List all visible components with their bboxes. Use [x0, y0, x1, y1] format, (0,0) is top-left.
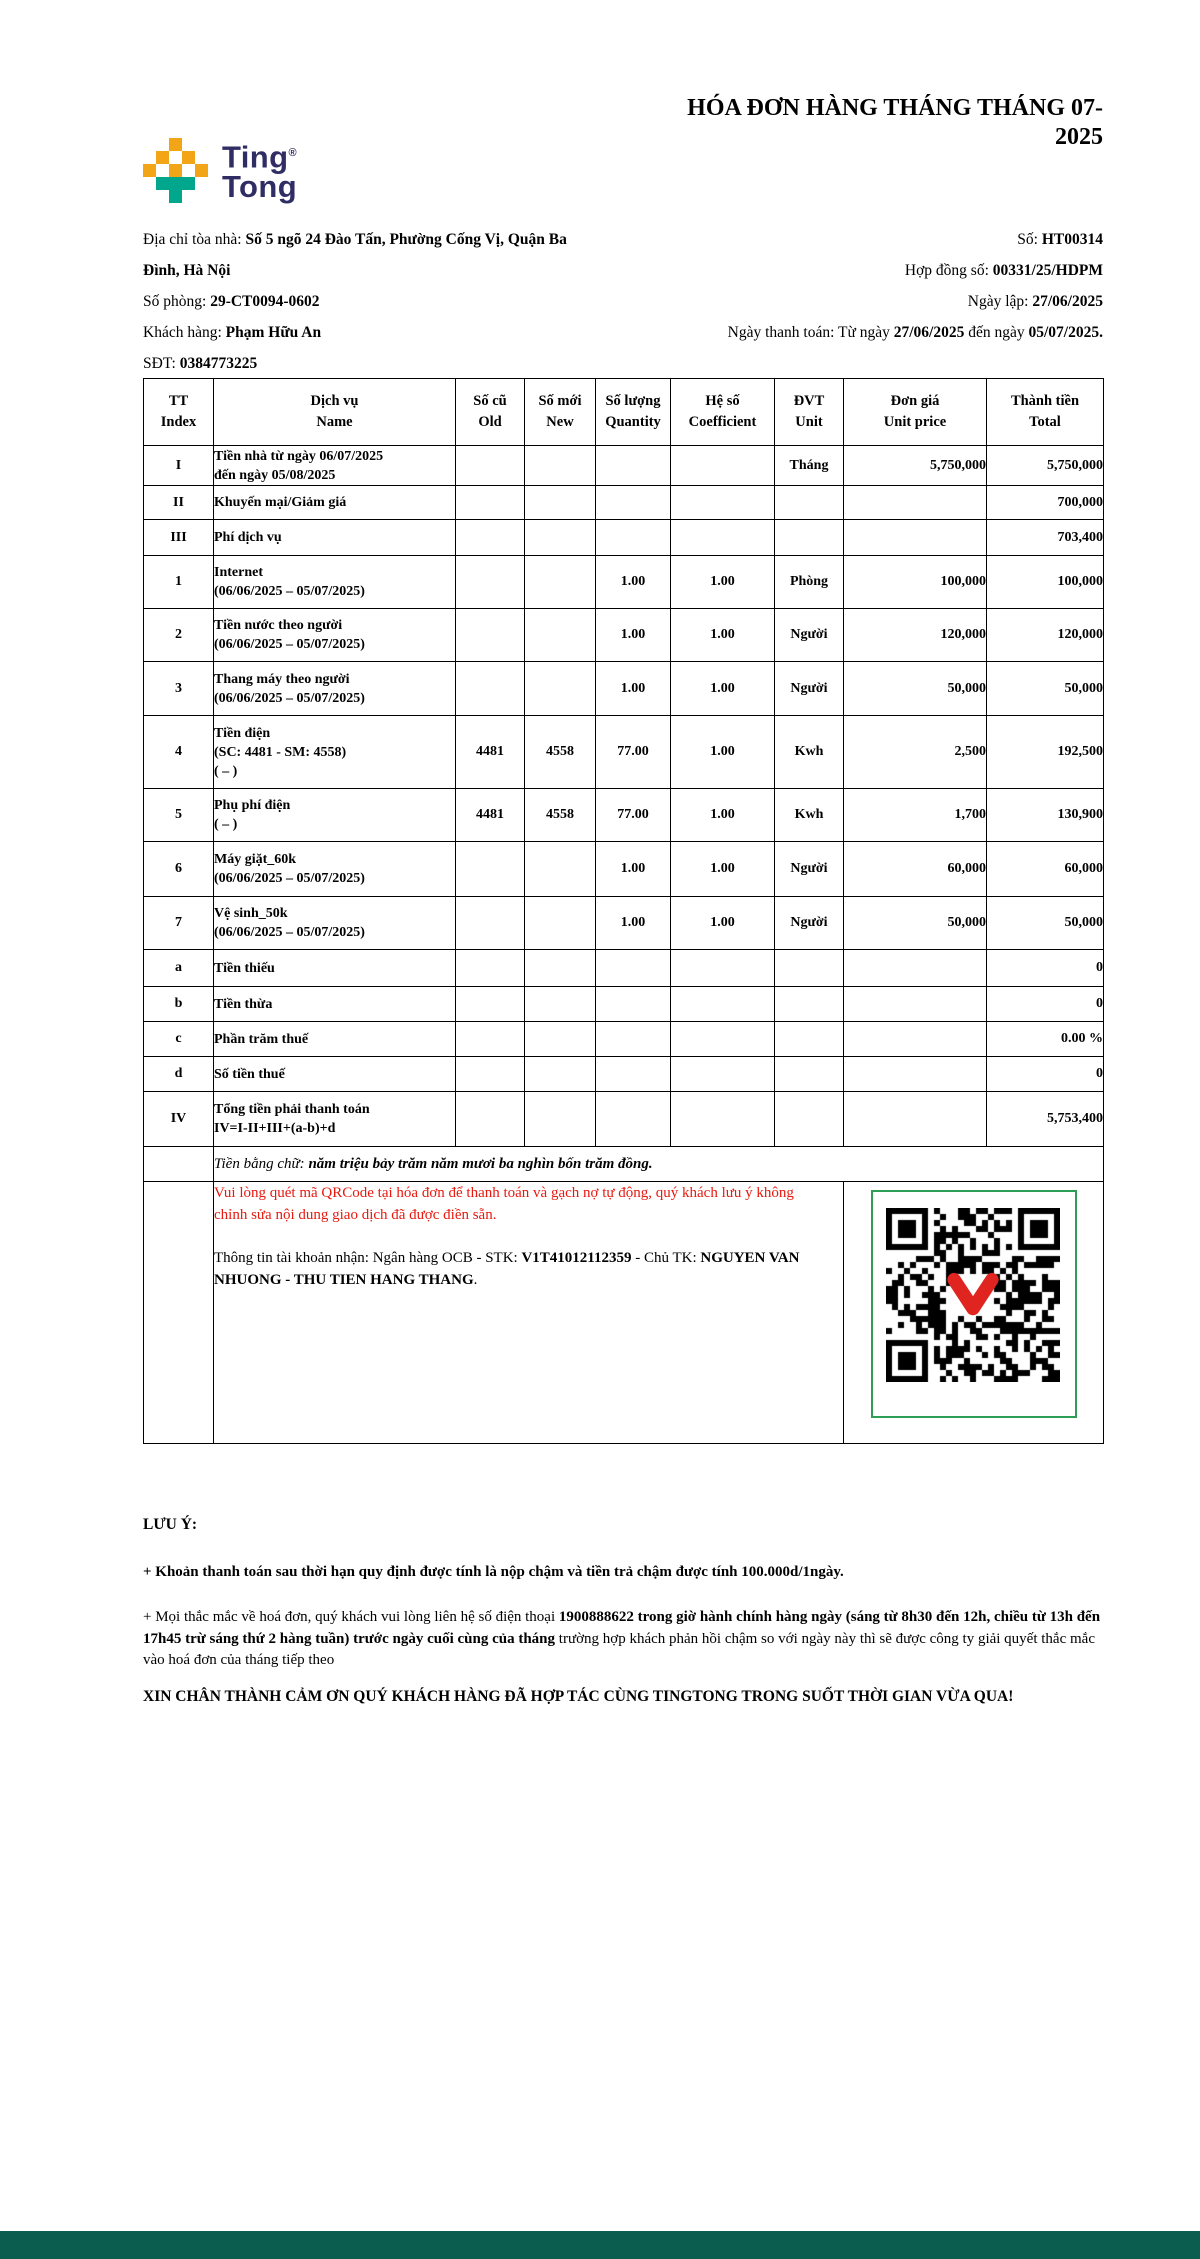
column-header: ĐVT Unit	[775, 379, 844, 446]
table-cell: Người	[775, 662, 844, 716]
service-name-cell: Khuyến mại/Giảm giá	[214, 486, 456, 520]
table-cell	[456, 486, 525, 520]
table-cell	[525, 1092, 596, 1147]
table-row	[144, 662, 1104, 716]
table-cell: 1,700	[844, 789, 987, 842]
table-cell: 5,753,400	[987, 1092, 1104, 1147]
invoice-info	[143, 224, 1103, 389]
column-header: Số mới New	[525, 379, 596, 446]
table-cell: 2,500	[844, 716, 987, 789]
service-name-cell: Phần trăm thuế	[214, 1022, 456, 1057]
customer-name: Khách hàng: Phạm Hữu An	[143, 324, 322, 341]
table-cell	[456, 662, 525, 716]
table-cell: 1.00	[671, 716, 775, 789]
building-address: Địa chỉ tòa nhà: Số 5 ngõ 24 Đào Tấn, Phường Cống Vị, Quận Ba	[143, 231, 567, 248]
table-cell: 77.00	[596, 789, 671, 842]
logo-pixel	[156, 177, 195, 190]
table-cell: III	[144, 520, 214, 556]
table-cell: 120,000	[987, 609, 1104, 662]
table-cell: 130,900	[987, 789, 1104, 842]
table-cell: 4558	[525, 789, 596, 842]
table-row	[144, 1092, 1104, 1147]
table-cell: 3	[144, 662, 214, 716]
table-cell	[844, 520, 987, 556]
column-header: Số lượng Quantity	[596, 379, 671, 446]
invoice-table	[143, 378, 1104, 1444]
column-header: Đơn giá Unit price	[844, 379, 987, 446]
table-cell: 0	[987, 987, 1104, 1022]
column-header: TT Index	[144, 379, 214, 446]
logo-pixel	[169, 138, 182, 151]
table-row	[144, 556, 1104, 609]
tingtong-logo-icon	[143, 138, 208, 203]
table-cell	[525, 1057, 596, 1092]
table-cell: 6	[144, 842, 214, 897]
service-name-cell: Tiền thiếu	[214, 950, 456, 987]
table-row	[144, 446, 1104, 486]
payment-period: Ngày thanh toán: Từ ngày 27/06/2025 đến ngày 05/07/2025.	[727, 324, 1103, 341]
table-row	[144, 1057, 1104, 1092]
table-cell: 60,000	[987, 842, 1104, 897]
table-cell: 703,400	[987, 520, 1104, 556]
table-cell: 1.00	[671, 897, 775, 950]
invoice-number: Số: HT00314	[1017, 231, 1103, 248]
qr-row	[144, 1182, 1104, 1444]
table-cell	[596, 486, 671, 520]
table-cell	[775, 1022, 844, 1057]
table-body	[144, 446, 1104, 1147]
table-cell	[596, 1022, 671, 1057]
table-cell	[671, 1057, 775, 1092]
table-cell	[525, 446, 596, 486]
table-cell: 4481	[456, 789, 525, 842]
bank-account-info: Thông tin tài khoản nhận: Ngân hàng OCB - STK: V1T41012112359 - Chủ TK: NGUYEN VAN NHUONG - THU TIEN HANG THANG.	[214, 1250, 800, 1288]
table-cell: 1.00	[596, 609, 671, 662]
table-cell: 77.00	[596, 716, 671, 789]
table-cell	[775, 1092, 844, 1147]
table-cell: d	[144, 1057, 214, 1092]
table-cell: 5,750,000	[987, 446, 1104, 486]
service-name-cell: Tiền thừa	[214, 987, 456, 1022]
table-cell	[456, 609, 525, 662]
table-cell	[671, 950, 775, 987]
table-cell: 0.00 %	[987, 1022, 1104, 1057]
payment-instructions-cell	[214, 1182, 844, 1444]
table-cell	[456, 987, 525, 1022]
table-cell	[671, 1022, 775, 1057]
column-header: Hệ số Coefficient	[671, 379, 775, 446]
table-cell	[525, 556, 596, 609]
table-cell: Tháng	[775, 446, 844, 486]
service-name-cell: Phí dịch vụ	[214, 520, 456, 556]
qr-center-v-logo	[946, 1268, 1000, 1322]
table-cell	[525, 950, 596, 987]
table-cell	[844, 486, 987, 520]
qr-payment-note: Vui lòng quét mã QRCode tại hóa đơn để thanh toán và gạch nợ tự động, quý khách lưu ý không chỉnh sửa nội dung giao dịch đã được điền sẵn.	[214, 1185, 794, 1223]
invoice-title	[543, 94, 1103, 152]
table-cell: 120,000	[844, 609, 987, 662]
table-row	[144, 716, 1104, 789]
table-cell	[775, 950, 844, 987]
table-cell: 50,000	[987, 662, 1104, 716]
table-cell	[671, 987, 775, 1022]
table-cell	[671, 446, 775, 486]
table-cell	[525, 662, 596, 716]
invoice-title-line2: 2025	[1055, 124, 1103, 150]
table-cell	[456, 446, 525, 486]
table-cell	[596, 950, 671, 987]
table-cell	[525, 987, 596, 1022]
room-number: Số phòng: 29-CT0094-0602	[143, 293, 320, 310]
table-header	[144, 379, 1104, 446]
service-name-cell: Số tiền thuế	[214, 1057, 456, 1092]
service-name-cell: Tiền điện (SC: 4481 - SM: 4558) ( – )	[214, 716, 456, 789]
table-cell: 0	[987, 950, 1104, 987]
hotline-note: + Mọi thắc mắc về hoá đơn, quý khách vui lòng liên hệ số điện thoại 1900888622 trong giờ hành chính hàng ngày (sáng từ 8h30 đến 12h, chiều từ 13h đến 17h45 trừ sáng thứ 2 hàng tuần) trước ngày cuối cùng của tháng trường hợp khách phản hồi chậm so với ngày này thì sẽ được công ty giải quyết thắc mắc vào hoá đơn của tháng tiếp theo	[143, 1609, 1101, 1668]
column-header: Số cũ Old	[456, 379, 525, 446]
table-cell: 7	[144, 897, 214, 950]
logo-pixel	[156, 151, 169, 164]
table-cell	[525, 1022, 596, 1057]
table-cell: 1.00	[671, 789, 775, 842]
table-cell	[775, 987, 844, 1022]
table-cell: 5,750,000	[844, 446, 987, 486]
qr-code-cell	[844, 1182, 1104, 1444]
table-cell	[456, 842, 525, 897]
table-cell: 700,000	[987, 486, 1104, 520]
contract-number: Hợp đồng số: 00331/25/HDPM	[904, 262, 1103, 279]
table-cell	[525, 609, 596, 662]
table-cell	[456, 1092, 525, 1147]
table-cell	[844, 1092, 987, 1147]
service-name-cell: Máy giặt_60k (06/06/2025 – 05/07/2025)	[214, 842, 456, 897]
table-cell: I	[144, 446, 214, 486]
table-cell	[844, 1057, 987, 1092]
table-cell: 4558	[525, 716, 596, 789]
table-cell: Người	[775, 897, 844, 950]
table-cell	[456, 520, 525, 556]
logo-pixel	[195, 164, 208, 177]
table-cell	[456, 556, 525, 609]
table-row	[144, 897, 1104, 950]
table-cell: 100,000	[987, 556, 1104, 609]
table-cell	[596, 987, 671, 1022]
table-cell: 0	[987, 1057, 1104, 1092]
table-cell: 50,000	[987, 897, 1104, 950]
table-cell: 1.00	[596, 556, 671, 609]
invoice-title-line1: HÓA ĐƠN HÀNG THÁNG THÁNG 07-	[687, 95, 1103, 121]
table-cell	[775, 486, 844, 520]
table-cell	[525, 520, 596, 556]
qr-code	[871, 1190, 1077, 1418]
table-cell: 5	[144, 789, 214, 842]
service-name-cell: Phụ phí điện ( – )	[214, 789, 456, 842]
table-cell	[671, 486, 775, 520]
table-cell	[456, 897, 525, 950]
amount-in-words: Tiền bằng chữ: năm triệu bảy trăm năm mươi ba nghìn bốn trăm đồng.	[214, 1147, 1104, 1182]
registered-mark: ®	[288, 147, 297, 159]
service-name-cell: Tiền nước theo người (06/06/2025 – 05/07/2025)	[214, 609, 456, 662]
table-row	[144, 987, 1104, 1022]
column-header: Thành tiền Total	[987, 379, 1104, 446]
table-cell: b	[144, 987, 214, 1022]
table-cell: 2	[144, 609, 214, 662]
table-cell: 50,000	[844, 662, 987, 716]
building-address-line2: Đình, Hà Nội	[143, 262, 231, 279]
service-name-cell: Internet (06/06/2025 – 05/07/2025)	[214, 556, 456, 609]
table-cell	[775, 1057, 844, 1092]
table-cell: 1.00	[671, 662, 775, 716]
logo-pixel	[182, 151, 195, 164]
customer-phone: SĐT: 0384773225	[143, 355, 258, 372]
table-cell	[844, 1022, 987, 1057]
table-row	[144, 486, 1104, 520]
table-cell: 4	[144, 716, 214, 789]
table-cell: Người	[775, 609, 844, 662]
notes-section	[143, 1516, 1105, 1708]
table-cell	[596, 520, 671, 556]
table-cell	[844, 950, 987, 987]
brand-name-line1: Ting	[222, 139, 289, 175]
table-cell: 100,000	[844, 556, 987, 609]
table-cell: Kwh	[775, 716, 844, 789]
logo-pixel	[169, 190, 182, 203]
table-cell	[596, 1092, 671, 1147]
table-cell	[144, 1147, 214, 1182]
table-row	[144, 789, 1104, 842]
table-row	[144, 842, 1104, 897]
table-row	[144, 1022, 1104, 1057]
service-name-cell: Tiền nhà từ ngày 06/07/2025 đến ngày 05/08/2025	[214, 446, 456, 486]
table-cell: Phòng	[775, 556, 844, 609]
table-cell: 1.00	[596, 662, 671, 716]
table-cell	[596, 1057, 671, 1092]
table-cell: 1.00	[671, 609, 775, 662]
table-cell: 1.00	[596, 897, 671, 950]
brand-name	[222, 138, 298, 205]
logo-pixel	[169, 164, 182, 177]
table-cell: 1.00	[671, 842, 775, 897]
table-cell: 1.00	[596, 842, 671, 897]
table-cell: 60,000	[844, 842, 987, 897]
table-cell: a	[144, 950, 214, 987]
table-cell	[525, 486, 596, 520]
table-cell: II	[144, 486, 214, 520]
table-cell	[456, 1057, 525, 1092]
table-footer-rows	[144, 1147, 1104, 1444]
table-cell	[671, 1092, 775, 1147]
table-cell	[596, 446, 671, 486]
table-cell	[844, 987, 987, 1022]
table-header-row	[144, 379, 1104, 446]
table-row	[144, 520, 1104, 556]
brand-logo	[143, 138, 297, 203]
notes-heading: LƯU Ý:	[143, 1516, 198, 1533]
table-cell	[775, 520, 844, 556]
service-name-cell: Vệ sinh_50k (06/06/2025 – 05/07/2025)	[214, 897, 456, 950]
table-cell	[144, 1182, 214, 1444]
table-cell	[456, 1022, 525, 1057]
table-cell: Kwh	[775, 789, 844, 842]
table-cell: Người	[775, 842, 844, 897]
table-row	[144, 950, 1104, 987]
table-cell	[525, 842, 596, 897]
table-cell: IV	[144, 1092, 214, 1147]
table-row	[144, 609, 1104, 662]
brand-name-line2: Tong	[222, 169, 298, 205]
invoice-meta	[503, 224, 1103, 348]
table-cell	[671, 520, 775, 556]
thank-you-note: XIN CHÂN THÀNH CẢM ƠN QUÝ KHÁCH HÀNG ĐÃ HỢP TÁC CÙNG TINGTONG TRONG SUỐT THỜI GIAN VỪA QUA!	[143, 1687, 1014, 1705]
table-cell: 1.00	[671, 556, 775, 609]
amount-in-words-row	[144, 1147, 1104, 1182]
table-cell	[456, 950, 525, 987]
table-cell: 50,000	[844, 897, 987, 950]
service-name-cell: Tổng tiền phải thanh toán IV=I-II+III+(a-b)+d	[214, 1092, 456, 1147]
table-cell: 4481	[456, 716, 525, 789]
table-cell	[525, 897, 596, 950]
late-payment-note: + Khoản thanh toán sau thời hạn quy định được tính là nộp chậm và tiền trả chậm được tính 100.000d/1ngày.	[143, 1564, 844, 1580]
issue-date: Ngày lập: 27/06/2025	[967, 293, 1103, 310]
table-cell: c	[144, 1022, 214, 1057]
column-header: Dịch vụ Name	[214, 379, 456, 446]
service-name-cell: Thang máy theo người (06/06/2025 – 05/07/2025)	[214, 662, 456, 716]
table-cell: 192,500	[987, 716, 1104, 789]
footer-bar	[0, 2231, 1200, 2259]
logo-pixel	[143, 164, 156, 177]
table-cell: 1	[144, 556, 214, 609]
